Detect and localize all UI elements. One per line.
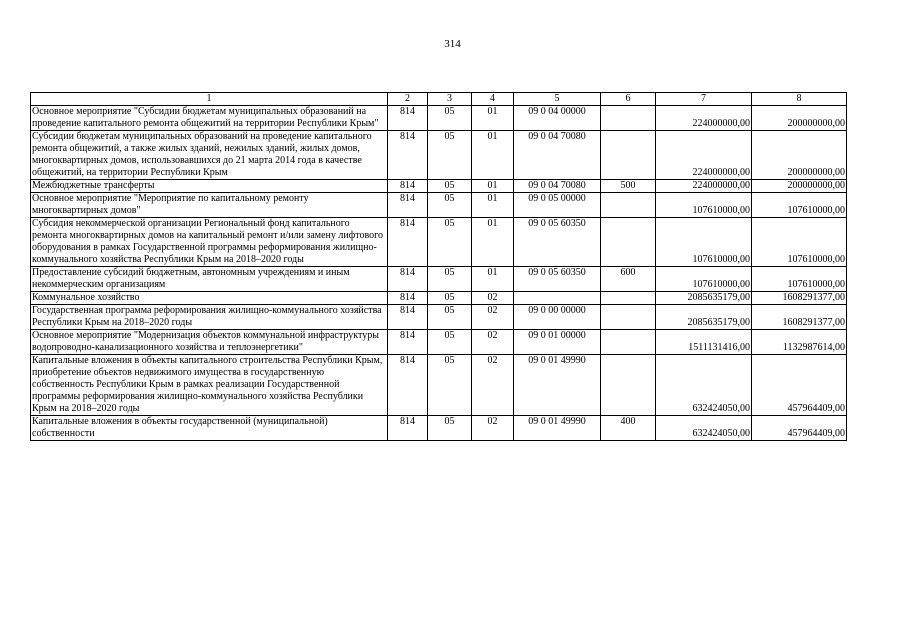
expense-type-cell [601, 292, 656, 305]
amount-year2-cell: 107610000,00 [752, 218, 847, 267]
row-name-cell: Межбюджетные трансферты [31, 180, 388, 193]
row-name-cell: Основное мероприятие "Мероприятие по капитальному ремонту многоквартирных домов" [31, 193, 388, 218]
target-article-cell: 09 0 04 70080 [514, 131, 601, 180]
subsection-code-cell: 02 [472, 330, 514, 355]
section-code-cell: 05 [428, 131, 472, 180]
amount-year1-cell: 2085635179,00 [656, 305, 752, 330]
amount-year2-cell: 457964409,00 [752, 416, 847, 441]
amount-year2-cell: 1132987614,00 [752, 330, 847, 355]
row-name-cell: Коммунальное хозяйство [31, 292, 388, 305]
expense-type-cell [601, 131, 656, 180]
amount-year1-cell: 107610000,00 [656, 267, 752, 292]
section-code-cell: 05 [428, 292, 472, 305]
subsection-code-cell: 01 [472, 193, 514, 218]
target-article-cell: 09 0 05 60350 [514, 218, 601, 267]
section-code-cell: 05 [428, 180, 472, 193]
section-code-cell: 05 [428, 193, 472, 218]
table-row [31, 131, 847, 180]
amount-year2-cell: 107610000,00 [752, 267, 847, 292]
section-code-cell: 05 [428, 267, 472, 292]
subsection-code-cell: 02 [472, 292, 514, 305]
ministry-code-cell: 814 [388, 305, 428, 330]
amount-year1-cell: 224000000,00 [656, 106, 752, 131]
amount-year2-cell: 107610000,00 [752, 193, 847, 218]
ministry-code-cell: 814 [388, 106, 428, 131]
header-cell: 5 [514, 93, 601, 106]
amount-year2-cell: 1608291377,00 [752, 292, 847, 305]
subsection-code-cell: 02 [472, 416, 514, 441]
amount-year1-cell: 224000000,00 [656, 131, 752, 180]
table-row [31, 180, 847, 193]
header-cell: 8 [752, 93, 847, 106]
section-code-cell: 05 [428, 330, 472, 355]
expense-type-cell [601, 355, 656, 416]
ministry-code-cell: 814 [388, 416, 428, 441]
expense-type-cell [601, 106, 656, 131]
amount-year2-cell: 1608291377,00 [752, 305, 847, 330]
table-row [31, 106, 847, 131]
amount-year1-cell: 1511131416,00 [656, 330, 752, 355]
subsection-code-cell: 01 [472, 218, 514, 267]
header-cell: 7 [656, 93, 752, 106]
table-row [31, 218, 847, 267]
ministry-code-cell: 814 [388, 355, 428, 416]
header-cell: 3 [428, 93, 472, 106]
target-article-cell: 09 0 04 00000 [514, 106, 601, 131]
page-number: 314 [444, 38, 461, 50]
row-name-cell: Капитальные вложения в объекты капитального строительства Республики Крым, приобретение объектов недвижимого имущества в государственную собственность Республики Крым в рамках реализации Государственной программы реформирования жилищно-коммунального хозяйства Республики Крым на 2018–2020 годы [31, 355, 388, 416]
amount-year1-cell: 107610000,00 [656, 218, 752, 267]
target-article-cell: 09 0 01 00000 [514, 330, 601, 355]
expense-type-cell: 500 [601, 180, 656, 193]
row-name-cell: Капитальные вложения в объекты государственной (муниципальной) собственности [31, 416, 388, 441]
header-cell: 6 [601, 93, 656, 106]
amount-year1-cell: 632424050,00 [656, 416, 752, 441]
section-code-cell: 05 [428, 218, 472, 267]
row-name-cell: Основное мероприятие "Субсидии бюджетам муниципальных образований на проведение капитального ремонта общежитий на территории Республики Крым" [31, 106, 388, 131]
header-cell: 1 [31, 93, 388, 106]
expense-type-cell [601, 305, 656, 330]
ministry-code-cell: 814 [388, 330, 428, 355]
budget-table [30, 92, 847, 441]
subsection-code-cell: 01 [472, 131, 514, 180]
table-row [31, 330, 847, 355]
header-cell: 4 [472, 93, 514, 106]
amount-year1-cell: 2085635179,00 [656, 292, 752, 305]
row-name-cell: Основное мероприятие "Модернизация объектов коммунальной инфраструктуры водопроводно-канализационного хозяйства и теплоэнергетики" [31, 330, 388, 355]
amount-year2-cell: 200000000,00 [752, 131, 847, 180]
table-row [31, 416, 847, 441]
header-row [31, 93, 847, 106]
expense-type-cell: 600 [601, 267, 656, 292]
amount-year1-cell: 224000000,00 [656, 180, 752, 193]
subsection-code-cell: 01 [472, 106, 514, 131]
target-article-cell: 09 0 01 49990 [514, 416, 601, 441]
section-code-cell: 05 [428, 305, 472, 330]
table-row [31, 193, 847, 218]
row-name-cell: Субсидия некоммерческой организации Региональный фонд капитального ремонта многоквартирных домов на капитальный ремонт и/или замену лифтового оборудования в рамках Государственной программы реформирования жилищно-коммунального хозяйства Республики Крым на 2018–2020 годы [31, 218, 388, 267]
section-code-cell: 05 [428, 355, 472, 416]
row-name-cell: Субсидии бюджетам муниципальных образований на проведение капитального ремонта общежитий, а также жилых зданий, нежилых зданий, жилых домов, многоквартирных домов, использовавшихся до 21 марта 2014 года в качестве общежитий, на территории Республики Крым [31, 131, 388, 180]
amount-year2-cell: 200000000,00 [752, 180, 847, 193]
amount-year1-cell: 632424050,00 [656, 355, 752, 416]
amount-year1-cell: 107610000,00 [656, 193, 752, 218]
header-cell: 2 [388, 93, 428, 106]
amount-year2-cell: 200000000,00 [752, 106, 847, 131]
subsection-code-cell: 02 [472, 355, 514, 416]
table-row [31, 292, 847, 305]
section-code-cell: 05 [428, 416, 472, 441]
target-article-cell: 09 0 05 60350 [514, 267, 601, 292]
ministry-code-cell: 814 [388, 180, 428, 193]
expense-type-cell: 400 [601, 416, 656, 441]
section-code-cell: 05 [428, 106, 472, 131]
ministry-code-cell: 814 [388, 131, 428, 180]
expense-type-cell [601, 330, 656, 355]
expense-type-cell [601, 218, 656, 267]
target-article-cell: 09 0 04 70080 [514, 180, 601, 193]
ministry-code-cell: 814 [388, 193, 428, 218]
target-article-cell [514, 292, 601, 305]
target-article-cell: 09 0 01 49990 [514, 355, 601, 416]
target-article-cell: 09 0 00 00000 [514, 305, 601, 330]
subsection-code-cell: 02 [472, 305, 514, 330]
row-name-cell: Предоставление субсидий бюджетным, автономным учреждениям и иным некоммерческим организациям [31, 267, 388, 292]
subsection-code-cell: 01 [472, 180, 514, 193]
amount-year2-cell: 457964409,00 [752, 355, 847, 416]
target-article-cell: 09 0 05 00000 [514, 193, 601, 218]
ministry-code-cell: 814 [388, 292, 428, 305]
table-row [31, 355, 847, 416]
row-name-cell: Государственная программа реформирования жилищно-коммунального хозяйства Республики Крым на 2018–2020 годы [31, 305, 388, 330]
expense-type-cell [601, 193, 656, 218]
table-row [31, 267, 847, 292]
table-row [31, 305, 847, 330]
ministry-code-cell: 814 [388, 218, 428, 267]
ministry-code-cell: 814 [388, 267, 428, 292]
subsection-code-cell: 01 [472, 267, 514, 292]
